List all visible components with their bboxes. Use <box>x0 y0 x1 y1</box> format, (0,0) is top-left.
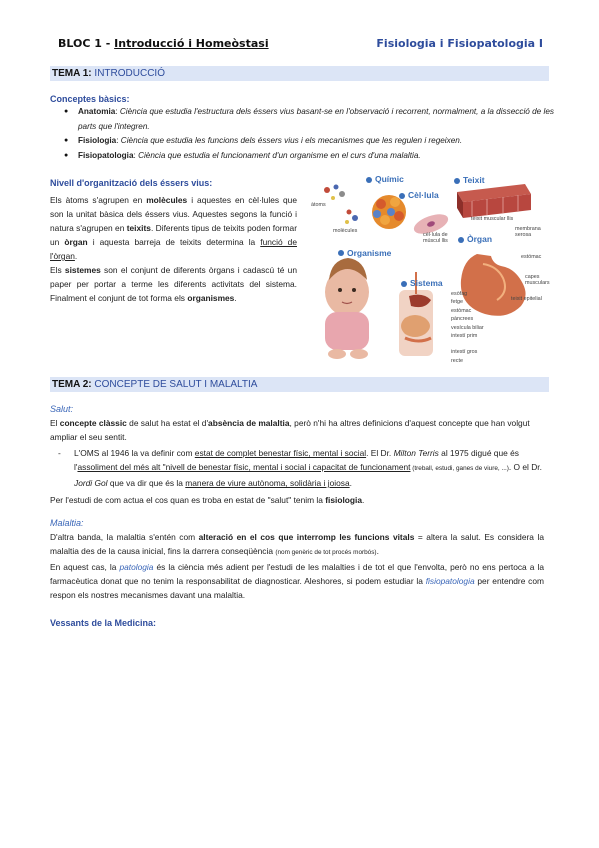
fisiologia-text: . <box>362 495 365 505</box>
oms-italic: Jordi Gol <box>74 478 108 488</box>
tema1-title: INTRODUCCIÓ <box>94 68 165 79</box>
oms-underline: manera de viure autònoma, solidària i joiosa <box>185 478 350 488</box>
label-atoms: àtoms <box>311 202 326 208</box>
atoms-illustration <box>324 185 358 225</box>
vessants-heading: Vessants de la Medicina: <box>50 618 157 628</box>
bullet-fisiopatologia: ● Fisiopatologia: Ciència que estudia el funcionament d'un organisme en el curs d'una malaltia. <box>78 149 558 164</box>
nivell-bold: sistemes <box>64 265 101 275</box>
nivell-text: i aquestes en cèl·lules que son la unitat bàsica dels éssers vius. Aquestes segons la funció i natura s'agrupen en <box>50 195 297 233</box>
salut-paragraph <box>50 416 544 444</box>
malaltia-text: = altera la salut. Es considera la malaltia des de la causa inicial, fins la darrera conseqüència <box>50 532 544 556</box>
nivell-text: i aquesta barreja de teixits determina la <box>87 237 261 247</box>
salut-bold: concepte clàssic <box>59 418 127 428</box>
oms-small: (treball, estudi, ganes de viure, ...) <box>410 465 509 472</box>
nivell-text: Els <box>50 265 65 275</box>
tissue-illustration <box>457 184 531 218</box>
tema2-band <box>50 377 549 392</box>
nivell-text: son el conjunt de diferents òrgans i cadascú té un paper per portar a terme les diferents activitats del sistema. Finalment el conjunt de tot forma els <box>50 265 297 303</box>
organization-levels-figure <box>307 172 552 362</box>
nivell-text: . <box>74 251 78 261</box>
sistema-labels <box>451 290 484 365</box>
bullet-anatomia: ● Anatomia: Ciència que estudia l'estructura dels éssers vius basant-se en l'observació i recorrent, normalment, a la dissecció de les parts que l'integren. <box>78 105 558 134</box>
label-teixit-muscular: teixit muscular llis <box>471 216 514 222</box>
malaltia-text: En aquest cas, la <box>50 562 120 572</box>
child-illustration <box>325 258 369 359</box>
nivell-heading: Nivell d'organització dels éssers vius: <box>50 178 213 188</box>
oms-underline: assoliment del més alt "nivell de benestar físic, mental i social i capacitat de funcionament <box>77 462 411 472</box>
def-anatomia: Ciència que estudia l'estructura dels éssers vius basant-se en l'observació i recorrent, normalment, a la dissecció de les parts que l'integren. <box>78 107 554 131</box>
label-quimic: Químic <box>375 174 404 184</box>
malaltia-heading: Malaltia: <box>50 518 84 528</box>
label-sistema-item: recte <box>451 357 463 364</box>
label-sistema-item: fetge <box>451 299 463 306</box>
nivell-text: . <box>234 293 237 303</box>
malaltia-text: és la ciència més adient per l'estudi de les malalties i de tot el que l'envolta, però no ens pertoca a la farmacèutica donat que no tenim la responsabilitat de diagnosticar. Aleshores, si podem estudiar la <box>50 562 544 586</box>
conceptes-heading: Conceptes bàsics: <box>50 94 130 104</box>
molecule-cluster <box>372 195 406 229</box>
malaltia-small: (nom genèric de tot procés morbós) <box>275 549 377 556</box>
oms-text: . El Dr. <box>366 448 394 458</box>
label-sistema-item: pàncrees <box>451 316 474 323</box>
label-membrana: membrana serosa <box>515 226 541 238</box>
bloc-title: Introducció i Homeòstasi <box>114 37 269 50</box>
malaltia-bold: alteració en el cos que interromp les funcions vitals <box>198 532 415 542</box>
salut-text: El <box>50 418 60 428</box>
label-estomac: estómac <box>521 254 542 260</box>
nivell-bold: òrgan <box>64 237 88 247</box>
salut-text: de salut ha estat el d' <box>126 418 209 428</box>
oms-paragraph <box>74 446 544 490</box>
organization-diagram <box>307 172 552 362</box>
label-teixit-epitelial: teixit epitelial <box>511 296 542 302</box>
label-organisme: Organisme <box>347 248 392 258</box>
bloc-header <box>58 37 269 50</box>
fisiologia-paragraph <box>50 493 544 507</box>
oms-text: . O el Dr. <box>508 462 542 472</box>
nivell-underline: funció de l'òrgan <box>50 237 297 261</box>
label-sistema-item: intestí prim <box>451 333 478 340</box>
malaltia-text: per entendre com respon els nostres mecanismes davant una malaltia. <box>50 576 544 600</box>
oms-underline: estat de complet benestar físic, mental i social <box>194 448 367 458</box>
label-sistema-item: vesícula biliar <box>451 324 484 331</box>
nivell-bold: teixits <box>126 223 151 233</box>
malaltia-paragraph <box>50 530 544 602</box>
tema1-band <box>50 66 549 81</box>
label-sistema: Sistema <box>410 278 443 288</box>
tema1-label: TEMA 1: <box>52 68 92 79</box>
label-organ: Òrgan <box>467 234 493 244</box>
oms-text: L'OMS al 1946 la va definir com <box>74 448 195 458</box>
salut-text: , però n'hi ha altres definicions d'aquest concepte que han volgut ampliar el seu sentit. <box>50 418 530 442</box>
salut-heading: Salut: <box>50 404 74 414</box>
tema2-title: CONCEPTE DE SALUT I MALALTIA <box>94 379 258 390</box>
nivell-text: . Diferents tipus de teixits poden formar un <box>50 223 297 247</box>
malaltia-italic: fisiopatologia <box>425 576 475 586</box>
def-fisiologia: Ciència que estudia les funcions dels éssers vius i els mecanismes que les regulen i regeixen. <box>120 136 463 145</box>
oms-text: . <box>349 478 352 488</box>
bullet-fisiologia: ● Fisiologia: Ciència que estudia les funcions dels éssers vius i els mecanismes que les regulen i regeixen. <box>78 134 558 149</box>
nivell-bold: molècules <box>146 195 188 205</box>
label-cellula-muscul: cèl·lula de múscul llis <box>423 232 448 244</box>
conceptes-list <box>62 105 558 163</box>
def-fisiopatologia: Ciència que estudia el funcionament d'un organisme en el curs d'una malaltia. <box>138 150 421 160</box>
malaltia-italic: patologia <box>119 562 154 572</box>
label-teixit: Teixit <box>463 175 485 185</box>
fisiologia-bold: fisiologia <box>325 495 362 505</box>
label-cellula: Cèl·lula <box>408 190 439 200</box>
malaltia-text: D'altra banda, la malaltia s'entén com <box>50 532 199 542</box>
tema2-label: TEMA 2: <box>52 379 92 390</box>
nivell-paragraph <box>50 193 297 305</box>
subject-title: Fisiologia i Fisiopatologia I <box>376 37 543 50</box>
nivell-text: Els àtoms s'agrupen en <box>50 195 147 205</box>
oms-text: que va dir que és la <box>107 478 186 488</box>
label-capes: capes musculars <box>525 274 550 286</box>
salut-bold: absència de malaltia <box>208 418 290 428</box>
label-sistema-item: estòmac <box>451 307 472 314</box>
oms-italic: Milton Terris <box>393 448 439 458</box>
term-anatomia: Anatomia <box>78 107 116 116</box>
term-fisiopatologia: Fisiopatologia <box>78 150 134 160</box>
label-sistema-item: esòfag <box>451 291 468 297</box>
fisiologia-text: Per l'estudi de com actua el cos quan es troba en estat de "salut" tenim la <box>50 495 326 505</box>
nivell-bold: organismes <box>187 293 235 303</box>
bloc-prefix: BLOC 1 - <box>58 37 115 50</box>
label-sistema-item: intestí gros <box>451 349 478 356</box>
term-fisiologia: Fisiologia <box>78 136 117 145</box>
malaltia-text: . <box>376 546 379 556</box>
oms-text: al 1975 digué que és l' <box>74 448 519 472</box>
label-molecules: molècules <box>333 228 358 234</box>
oms-dash: - <box>58 448 61 458</box>
